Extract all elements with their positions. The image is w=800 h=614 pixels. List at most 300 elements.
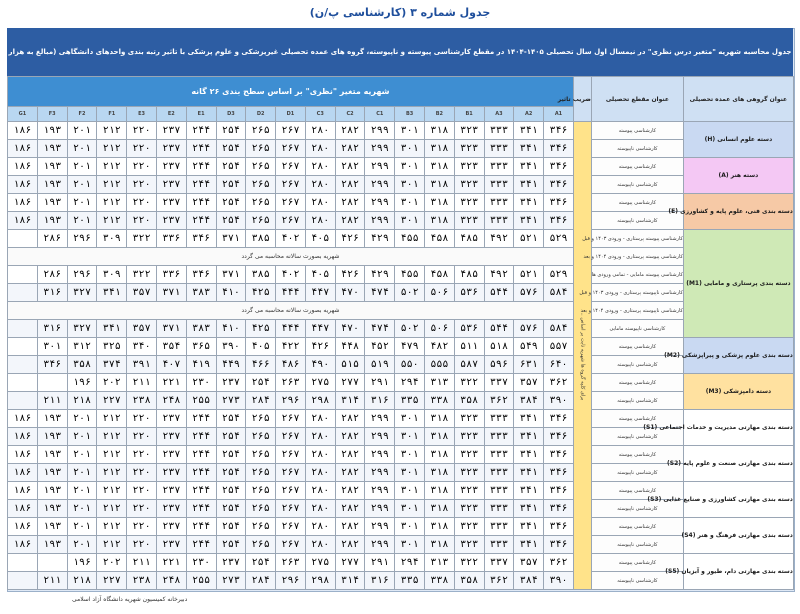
tuition-value: ۳۴۱ [514,158,544,176]
tuition-value: ۲۲۰ [127,212,157,230]
tuition-value: ۳۵۷ [127,320,157,338]
tuition-value: ۳۳۳ [484,194,514,212]
tuition-value: ۳۴۰ [127,338,157,356]
tuition-value: ۴۴۴ [276,284,306,302]
tuition-value: ۳۲۲ [127,266,157,284]
tuition-value: ۴۲۲ [276,338,306,356]
tuition-value: ۲۴۴ [186,158,216,176]
tuition-value: ۱۹۳ [37,518,67,536]
tuition-value: ۳۳۳ [484,464,514,482]
tuition-value: ۲۶۵ [246,176,276,194]
tuition-value: ۲۶۷ [276,212,306,230]
tuition-value: ۲۶۵ [246,482,276,500]
tuition-value: ۲۰۱ [67,464,97,482]
annual-calc-note: شهریه بصورت سالانه محاسبه می گردد [8,302,574,320]
tuition-value: ۲۸۰ [305,122,335,140]
tuition-value: ۲۸۰ [305,482,335,500]
tuition-value: ۲۹۱ [365,374,395,392]
group-label: دسته بندی مهارتی مدیریت و خدمات اجتماعی (S1) [683,410,793,446]
tuition-value: ۵۵۰ [395,356,425,374]
tuition-value: ۲۶۵ [246,446,276,464]
level-label: کارشناسی پیوسته [591,158,683,176]
tuition-value: ۲۵۴ [216,194,246,212]
tuition-value: ۲۶۷ [276,536,306,554]
tuition-value: ۴۲۹ [365,230,395,248]
tuition-value: ۳۴۶ [544,158,574,176]
tuition-value: ۲۸۶ [37,266,67,284]
header-coef-title: ضریب تاثیر [573,77,591,122]
tuition-value: ۳۰۱ [395,410,425,428]
tuition-value: ۲۴۴ [186,176,216,194]
tuition-value: ۲۷۷ [335,554,365,572]
tuition-value: ۳۰۱ [395,536,425,554]
tuition-value: ۴۴۴ [276,320,306,338]
tuition-value: ۲۲۰ [127,482,157,500]
tuition-value: ۱۸۶ [8,464,38,482]
tuition-value: ۲۹۸ [305,572,335,590]
tuition-value: ۲۰۱ [67,500,97,518]
tuition-value: ۲۲۰ [127,176,157,194]
tuition-value: ۲۹۴ [395,374,425,392]
tuition-value: ۳۰۱ [395,518,425,536]
tuition-value: ۳۷۱ [156,320,186,338]
level-label: کارشناسی پیوسته [591,194,683,212]
tuition-value: ۳۴۶ [544,140,574,158]
tuition-value: ۴۲۶ [335,230,365,248]
tuition-value: ۳۹۰ [544,572,574,590]
tuition-value: ۲۱۲ [97,446,127,464]
header-group-title: عنوان گروهی های عمده تحصیلی [683,77,793,122]
tuition-value: ۲۶۵ [246,518,276,536]
tuition-value: ۳۴۶ [37,356,67,374]
tuition-value: ۳۴۶ [544,446,574,464]
tuition-value: ۲۶۷ [276,464,306,482]
tuition-value: ۳۲۳ [454,464,484,482]
tuition-value: ۲۲۰ [127,410,157,428]
tuition-value: ۳۲۳ [454,428,484,446]
table-row [8,248,794,266]
tuition-value: ۳۱۸ [424,158,454,176]
tuition-value: ۳۱۸ [424,500,454,518]
tuition-value: ۲۰۱ [67,140,97,158]
tuition-value: ۳۱۸ [424,140,454,158]
tuition-value: ۲۹۹ [365,212,395,230]
tuition-value: ۳۴۱ [514,446,544,464]
tuition-value: ۳۶۵ [186,338,216,356]
tuition-value: ۳۳۳ [484,410,514,428]
tuition-value: ۴۰۲ [276,266,306,284]
tuition-value: ۲۰۱ [67,158,97,176]
tuition-value: ۵۴۴ [484,284,514,302]
tuition-value: ۲۳۷ [156,140,186,158]
tuition-value: ۶۴۰ [544,356,574,374]
tuition-value: ۳۲۳ [454,536,484,554]
table-row [8,482,794,500]
tuition-value: ۳۰۱ [395,464,425,482]
tuition-value: ۵۰۶ [424,284,454,302]
tuition-value: ۲۳۷ [156,158,186,176]
tuition-value: ۲۰۲ [97,554,127,572]
tuition-value: ۳۴۶ [544,536,574,554]
tuition-value: ۳۵۷ [514,374,544,392]
tuition-value: ۱۹۳ [37,500,67,518]
tuition-value: ۴۷۹ [395,338,425,356]
group-label: دسته بندی مهارتی کشاورزی و صنایع غذایی (S3) [683,482,793,518]
tuition-value: ۱۸۶ [8,176,38,194]
table-row [8,320,794,338]
tuition-value: ۲۹۹ [365,482,395,500]
level-label: کارشناسی ناپیوسته [591,392,683,410]
tuition-value: ۲۳۷ [156,464,186,482]
column-header: D3 [216,107,246,122]
tuition-value: ۳۵۷ [127,284,157,302]
header-span-title: شهریه متغیر "نظری" بر اساس سطح بندی ۲۶ گانه [8,77,574,107]
tuition-value: ۳۲۳ [454,194,484,212]
tuition-value: ۴۴۸ [335,338,365,356]
tuition-value: ۲۱۲ [97,122,127,140]
tuition-value: ۲۹۱ [365,554,395,572]
tuition-value: ۲۶۵ [246,464,276,482]
group-label: دسته هنر (A) [683,158,793,194]
tuition-value: ۲۵۴ [216,536,246,554]
tuition-value: ۳۴۶ [544,428,574,446]
tuition-value: ۲۵۴ [216,122,246,140]
tuition-value: ۲۱۲ [97,428,127,446]
tuition-value: ۱۸۶ [8,446,38,464]
table-row [8,518,794,536]
tuition-value: ۴۸۲ [424,338,454,356]
tuition-value: ۲۲۰ [127,122,157,140]
group-label: دسته بندی علوم پزشکی و پیراپزشکی (M2) [683,338,793,374]
tuition-value: ۲۲۰ [127,158,157,176]
tuition-value: ۳۳۳ [484,158,514,176]
level-label: کارشناسی ناپیوسته [591,536,683,554]
level-label: کارشناسی ناپیوسته [591,572,683,590]
tuition-value: ۳۴۶ [544,482,574,500]
tuition-value: ۲۶۷ [276,428,306,446]
tuition-value: ۳۴۱ [514,410,544,428]
tuition-value: ۴۵۵ [395,230,425,248]
table-row [8,176,794,194]
level-label: کارشناسی پیوسته [591,410,683,428]
tuition-value: ۲۶۵ [246,140,276,158]
tuition-value: ۳۱۸ [424,176,454,194]
tuition-value [8,392,38,410]
tuition-value: ۳۴۱ [514,464,544,482]
tuition-value: ۲۵۴ [216,482,246,500]
tuition-value: ۳۹۱ [127,356,157,374]
tuition-value: ۳۸۵ [246,230,276,248]
tuition-value: ۲۹۹ [365,518,395,536]
tuition-value: ۳۵۸ [454,392,484,410]
tuition-value [8,338,38,356]
tuition-value: ۴۷۴ [365,320,395,338]
tuition-value: ۲۹۹ [365,500,395,518]
tuition-value: ۴۴۷ [305,320,335,338]
tuition-value: ۲۰۱ [67,482,97,500]
tuition-value: ۳۳۵ [395,572,425,590]
tuition-value: ۲۳۷ [156,482,186,500]
tuition-value: ۵۱۱ [454,338,484,356]
footer-note: دبیرخانه کمیسیون شهریه دانشگاه آزاد اسلامی [72,596,188,603]
tuition-value: ۲۸۲ [335,428,365,446]
tuition-value: ۳۸۴ [514,572,544,590]
tuition-value: ۲۸۲ [335,212,365,230]
coef-note: برای کلیه گروه ها شهریه ثابت بر اساس ... [573,122,591,590]
level-label: کارشناسی پیوسته [591,338,683,356]
tuition-value: ۳۳۷ [484,554,514,572]
column-header: B1 [454,107,484,122]
tuition-value: ۲۸۰ [305,518,335,536]
tuition-value: ۲۴۴ [186,536,216,554]
tuition-value: ۲۱۲ [97,176,127,194]
tuition-value: ۳۴۱ [514,428,544,446]
tuition-value [8,572,38,590]
tuition-value: ۲۳۷ [156,410,186,428]
column-header: C1 [365,107,395,122]
tuition-value: ۲۸۲ [335,194,365,212]
tuition-value: ۵۷۶ [514,284,544,302]
tuition-value: ۲۵۴ [216,500,246,518]
tuition-value: ۳۴۱ [514,212,544,230]
tuition-value: ۳۹۰ [544,392,574,410]
tuition-value: ۳۴۱ [514,482,544,500]
tuition-value: ۲۹۹ [365,194,395,212]
tuition-value: ۱۹۳ [37,482,67,500]
tuition-value: ۲۰۲ [97,374,127,392]
column-header: F3 [37,107,67,122]
tuition-value: ۳۱۶ [365,392,395,410]
tuition-value: ۵۱۵ [335,356,365,374]
tuition-value: ۳۱۸ [424,194,454,212]
level-label: کارشناسی پیوسته [591,446,683,464]
tuition-value: ۵۲۱ [514,230,544,248]
tuition-value [8,356,38,374]
table-row [8,194,794,212]
tuition-value: ۱۸۶ [8,500,38,518]
tuition-value: ۲۶۷ [276,482,306,500]
tuition-value: ۳۴۶ [544,194,574,212]
table-row [8,338,794,356]
tuition-value: ۲۰۱ [67,176,97,194]
tuition-value: ۳۸۴ [514,392,544,410]
tuition-value: ۴۹۲ [484,266,514,284]
tuition-value: ۵۳۶ [454,320,484,338]
tuition-value: ۱۸۶ [8,140,38,158]
tuition-value: ۳۰۹ [97,230,127,248]
tuition-value: ۴۲۶ [305,338,335,356]
tuition-value: ۲۰۱ [67,122,97,140]
tuition-value: ۴۰۷ [156,356,186,374]
tuition-value: ۳۰۱ [395,158,425,176]
tuition-value: ۵۷۶ [514,320,544,338]
tuition-value: ۵۵۵ [424,356,454,374]
tuition-value: ۲۵۴ [216,176,246,194]
tuition-value: ۲۵۴ [216,140,246,158]
table-row [8,446,794,464]
tuition-value: ۳۴۶ [186,230,216,248]
tuition-value: ۳۲۳ [454,212,484,230]
tuition-value: ۳۱۸ [424,446,454,464]
tuition-value: ۳۴۶ [186,266,216,284]
tuition-value: ۳۳۳ [484,428,514,446]
level-label: کارشناسی پیوسته [591,518,683,536]
tuition-value: ۳۱۴ [335,572,365,590]
tuition-value: ۴۴۷ [305,284,335,302]
tuition-value: ۲۹۶ [276,392,306,410]
tuition-value: ۲۴۴ [186,500,216,518]
tuition-value: ۳۰۱ [395,446,425,464]
tuition-value: ۴۵۸ [424,266,454,284]
tuition-value: ۱۸۶ [8,158,38,176]
tuition-value: ۲۷۷ [335,374,365,392]
tuition-value: ۳۱۸ [424,212,454,230]
group-label: دسته بندی مهارتی دام، طیور و آبزیان (S5) [683,554,793,590]
tuition-value: ۳۶۲ [544,554,574,572]
tuition-value: ۲۲۰ [127,518,157,536]
tuition-value: ۵۲۹ [544,266,574,284]
tuition-value: ۲۴۴ [186,122,216,140]
tuition-value: ۳۳۳ [484,212,514,230]
level-label: کارشناسی پیوسته [591,554,683,572]
tuition-value: ۲۲۰ [127,500,157,518]
tuition-value: ۱۸۶ [8,410,38,428]
tuition-value: ۳۵۴ [156,338,186,356]
tuition-value: ۴۲۵ [246,284,276,302]
tuition-value: ۲۵۴ [246,374,276,392]
tuition-value: ۳۱۲ [67,338,97,356]
tuition-value: ۵۲۹ [544,230,574,248]
tuition-value: ۲۸۴ [246,392,276,410]
tuition-value: ۲۳۷ [156,446,186,464]
tuition-value: ۲۸۰ [305,158,335,176]
tuition-value: ۳۴۱ [514,140,544,158]
tuition-value: ۳۳۳ [484,536,514,554]
tuition-value: ۴۰۲ [276,230,306,248]
tuition-value: ۴۶۶ [246,356,276,374]
tuition-value: ۳۱۶ [37,284,67,302]
tuition-value: ۳۱۸ [424,428,454,446]
column-header: E1 [186,107,216,122]
tuition-value: ۴۹۲ [484,230,514,248]
column-header: A3 [484,107,514,122]
tuition-value: ۲۳۰ [186,554,216,572]
column-header: B3 [395,107,425,122]
tuition-value: ۲۰۱ [67,428,97,446]
tuition-value: ۳۳۵ [395,392,425,410]
tuition-value: ۲۰۱ [67,536,97,554]
tuition-value: ۲۸۰ [305,428,335,446]
tuition-value: ۲۱۲ [97,140,127,158]
tuition-value: ۲۲۱ [156,374,186,392]
tuition-value: ۲۳۷ [156,428,186,446]
level-label: کارشناسی پیوسته [591,482,683,500]
tuition-value: ۳۶۲ [544,374,574,392]
tuition-value: ۲۳۷ [156,212,186,230]
tuition-value: ۳۴۱ [514,518,544,536]
tuition-value: ۲۵۴ [216,446,246,464]
table-row [8,302,794,320]
tuition-value: ۳۴۶ [544,122,574,140]
tuition-value: ۲۶۷ [276,176,306,194]
tuition-value: ۲۸۲ [335,158,365,176]
tuition-value: ۳۳۸ [424,392,454,410]
tuition-value: ۲۴۴ [186,518,216,536]
tuition-value: ۲۸۰ [305,410,335,428]
tuition-value: ۲۸۰ [305,464,335,482]
column-header: F2 [67,107,97,122]
column-header: E3 [127,107,157,122]
tuition-value: ۳۰۱ [395,122,425,140]
tuition-value: ۴۱۰ [216,320,246,338]
tuition-value: ۴۸۵ [454,266,484,284]
tuition-value: ۲۱۱ [127,554,157,572]
tuition-value: ۵۳۶ [454,284,484,302]
tuition-value: ۳۱۸ [424,464,454,482]
tuition-value: ۱۹۳ [37,428,67,446]
tuition-value: ۳۴۶ [544,518,574,536]
tuition-value: ۲۵۴ [216,158,246,176]
tuition-value: ۳۱۶ [365,572,395,590]
tuition-value: ۱۹۳ [37,158,67,176]
tuition-value: ۲۸۲ [335,176,365,194]
tuition-value: ۳۳۳ [484,446,514,464]
page-title: جدول شماره ۳ (کارشناسی پ/ن) [309,6,491,19]
tuition-value: ۲۲۷ [97,392,127,410]
column-header: C3 [305,107,335,122]
tuition-value: ۵۰۲ [395,284,425,302]
tuition-value: ۵۸۷ [454,356,484,374]
tuition-value: ۲۰۱ [67,194,97,212]
tuition-value: ۲۴۴ [186,482,216,500]
tuition-value: ۲۵۴ [216,518,246,536]
tuition-value: ۴۵۸ [424,230,454,248]
tuition-value: ۳۰۱ [395,194,425,212]
tuition-value: ۲۲۰ [127,464,157,482]
tuition-value: ۱۹۳ [37,176,67,194]
table-row [8,140,794,158]
group-label: دسته بندی مهارتی فرهنگ و هنر (S4) [683,518,793,554]
tuition-value: ۴۷۰ [335,320,365,338]
column-header: A2 [514,107,544,122]
tuition-value: ۶۳۱ [514,356,544,374]
tuition-value: ۱۹۳ [37,410,67,428]
tuition-value: ۵۲۱ [514,266,544,284]
tuition-value: ۲۹۹ [365,140,395,158]
tuition-value: ۲۶۷ [276,446,306,464]
tuition-value: ۲۳۷ [156,194,186,212]
tuition-value: ۲۹۶ [67,266,97,284]
tuition-value: ۲۲۰ [127,428,157,446]
tuition-value: ۲۹۹ [365,428,395,446]
tuition-value: ۵۱۹ [365,356,395,374]
tuition-value: ۱۸۶ [8,428,38,446]
tuition-value: ۱۹۶ [67,554,97,572]
tuition-value: ۳۴۱ [514,194,544,212]
group-label: دسته دامپزشکی (M3) [683,374,793,410]
tuition-value: ۲۷۵ [305,554,335,572]
tuition-value: ۴۸۵ [454,230,484,248]
tuition-value: ۲۸۲ [335,464,365,482]
tuition-value: ۲۳۷ [216,374,246,392]
tuition-value: ۲۶۷ [276,158,306,176]
tuition-value: ۲۲۰ [127,536,157,554]
tuition-value: ۲۹۶ [276,572,306,590]
tuition-value: ۲۶۳ [276,374,306,392]
table-row [8,410,794,428]
tuition-value: ۲۱۸ [67,392,97,410]
tuition-value: ۳۴۶ [544,212,574,230]
